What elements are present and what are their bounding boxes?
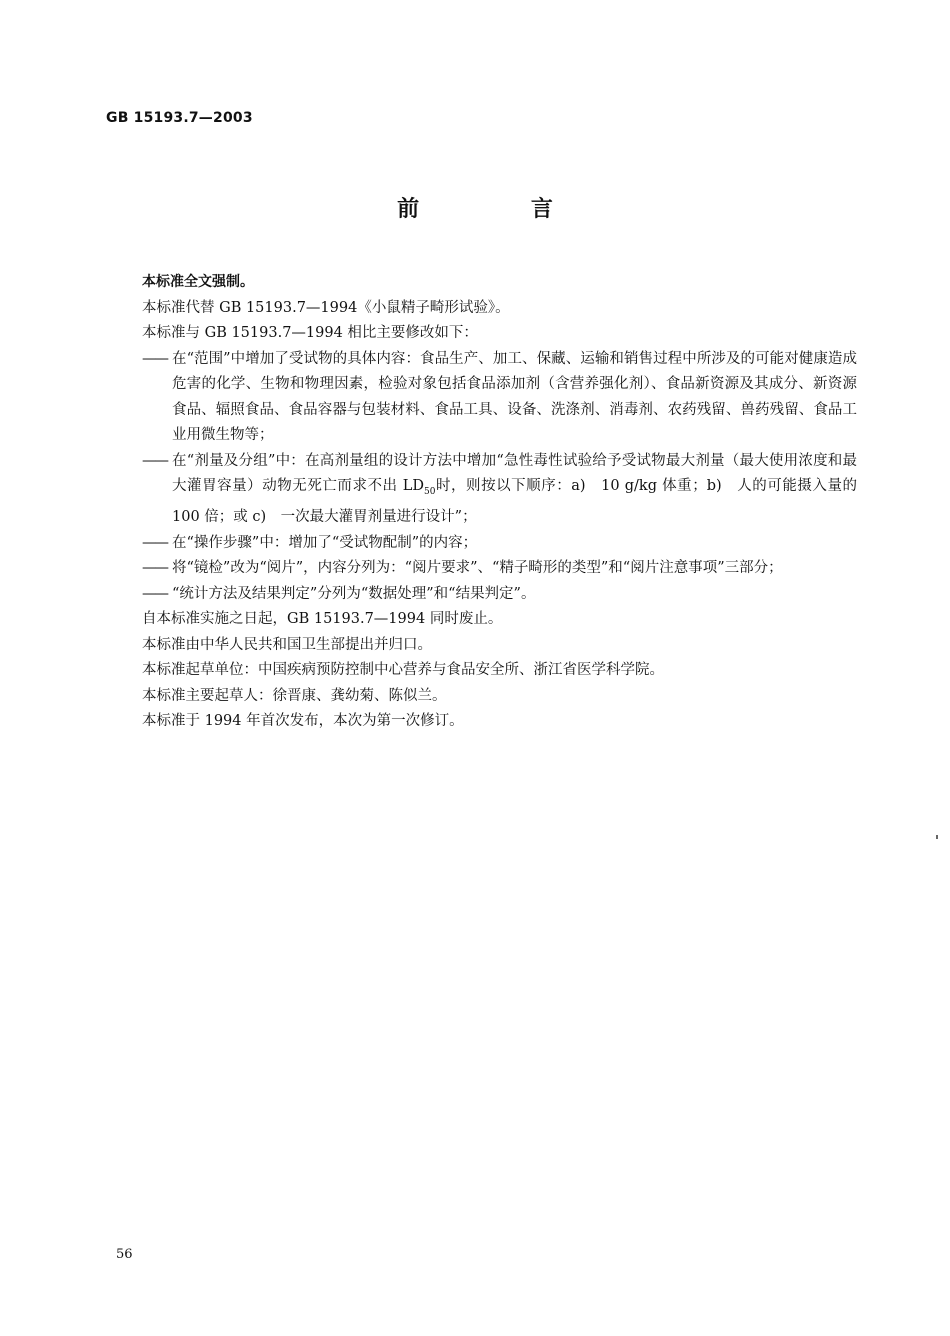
dash-marker: —— <box>142 350 167 367</box>
change-text: 在“范围”中增加了受试物的具体内容：食品生产、加工、保藏、运输和销售过程中所涉及的可能对健康造成危害的化学、生物和物理因素，检验对象包括食品添加剂（含营养强化剂）、食品新资源及其成分、新资源食品、辐照食品、食品容器与包装材料、食品工具、设备、洗涤剂、消毒剂、农药残留、兽药残留、食品工业用微生物等； <box>172 350 857 443</box>
change-text <box>172 449 857 531</box>
abolish-statement: 自本标准实施之日起，GB 15193.7—1994 同时废止。 <box>142 611 503 628</box>
change-item-procedure <box>142 531 857 557</box>
dash-marker: —— <box>142 585 167 602</box>
changes-intro: 本标准与 GB 15193.7—1994 相比主要修改如下： <box>142 325 478 341</box>
change-item-dosage <box>142 449 857 531</box>
dash-marker: —— <box>142 560 167 577</box>
replacement-statement: 本标准代替 GB 15193.7—1994《小鼠精子畸形试验》。 <box>142 299 510 316</box>
dash-marker: —— <box>142 534 167 551</box>
foreword-body <box>142 270 857 735</box>
dash-marker: —— <box>142 452 167 469</box>
publication-history: 本标准于 1994 年首次发布，本次为第一次修订。 <box>142 713 464 730</box>
standard-code: GB 15193.7—2003 <box>106 110 253 126</box>
page-number: 56 <box>116 1247 133 1262</box>
ld-subscript: 50 <box>423 486 436 497</box>
drafting-units: 本标准起草单位：中国疾病预防控制中心营养与食品安全所、浙江省医学科学院。 <box>142 662 664 679</box>
change-item-scope <box>142 347 857 449</box>
page-title: 前 言 <box>397 197 605 222</box>
change-text-part1: 在“剂量及分组”中：在高剂量组的设计方法中增加“急性毒性试验给予受试物最大剂量（最大使用浓度和最大灌胃容量）动物无死亡而求不出 LD <box>172 452 857 494</box>
change-text: 在“操作步骤”中：增加了“受试物配制”的内容； <box>172 534 478 551</box>
change-text: “统计方法及结果判定”分列为“数据处理”和“结果判定”。 <box>172 585 536 602</box>
change-item-reading <box>142 556 857 582</box>
proposer-statement: 本标准由中华人民共和国卫生部提出并归口。 <box>142 636 432 653</box>
change-text-part2: 时，则按以下顺序：a) 10 g/kg 体重；b) 人的可能摄入量的 100 倍；或 c) 一次最大灌胃剂量进行设计”； <box>172 478 857 526</box>
change-item-statistics <box>142 582 857 608</box>
change-text: 将“镜检”改为“阅片”，内容分列为：“阅片要求”、“精子畸形的类型”和“阅片注意事项”三部分； <box>172 560 783 577</box>
scan-mark <box>936 835 938 839</box>
drafters: 本标准主要起草人：徐晋康、龚幼菊、陈似兰。 <box>142 687 447 704</box>
mandatory-statement: 本标准全文强制。 <box>142 274 254 290</box>
